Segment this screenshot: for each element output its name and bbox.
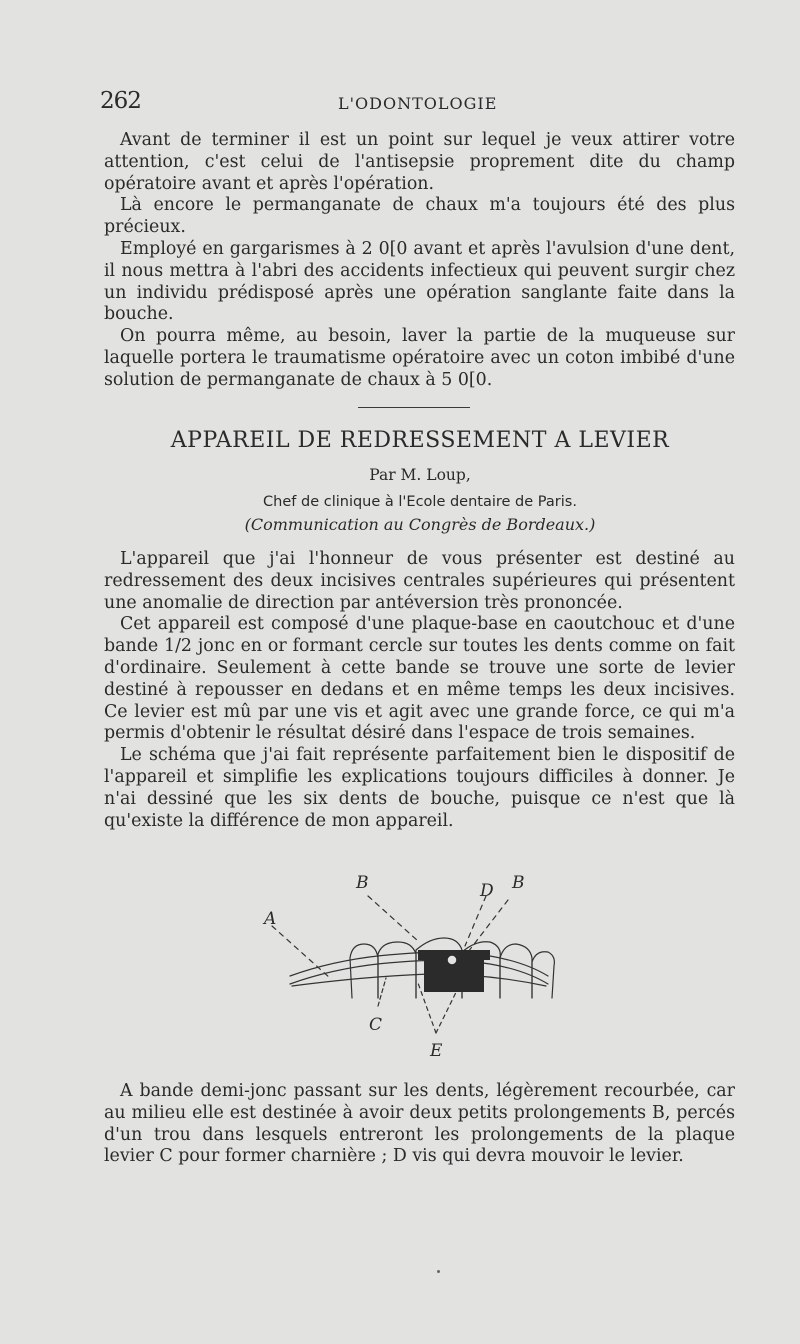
figure-caption xyxy=(104,1081,735,1168)
body-paragraph-2: Cet appareil est composé d'une plaque-base en caoutchouc et d'une bande 1/2 jonc en or formant cercle sur toutes les dents comme on fait d'ordinaire. Seulement à cette bande se trouve une sorte de levier destiné à repousser en dedans et en même temps les deux incisives. Ce levier est mû par une vis et agit avec une grande force, ce qui m'a permis d'obtenir le résultat désiré dans l'espace de trois semaines. xyxy=(104,614,735,744)
tooth-left-lateral xyxy=(378,942,416,998)
label-d: D xyxy=(480,881,494,901)
tooth-right-lateral xyxy=(500,944,532,998)
intro-paragraph-2: Là encore le permanganate de chaux m'a toujours été des plus précieux. xyxy=(104,195,735,238)
author-affiliation: Chef de clinique à l'Ecole dentaire de Paris. xyxy=(263,494,577,510)
body-paragraph-1: L'appareil que j'ai l'honneur de vous présenter est destiné au redressement des deux incisives centrales supérieures qui présentent une anomalie de direction par antéversion très prononcée. xyxy=(104,549,735,613)
intro-paragraph-1: Avant de terminer il est un point sur lequel je veux attirer votre attention, c'est celui de l'antisepsie proprement dite du champ opératoire avant et après l'opération. xyxy=(104,130,735,194)
tooth-right-canine xyxy=(532,952,554,998)
appliance-diagram xyxy=(250,858,580,1068)
article-title: APPAREIL DE REDRESSEMENT A LEVIER xyxy=(170,428,670,453)
page-number: 262 xyxy=(100,88,141,114)
guide-line-a xyxy=(272,926,330,978)
label-b-left: B xyxy=(356,873,369,893)
label-b-right: B xyxy=(512,873,525,893)
section-separator xyxy=(358,407,470,408)
guide-line-d xyxy=(465,896,486,946)
label-a: A xyxy=(264,909,277,929)
intro-paragraph-3: Employé en gargarismes à 2 0[0 avant et après l'avulsion d'une dent, il nous mettra à l'abri des accidents infectieux qui peuvent surgir chez un individu prédisposé après une opération sanglante faite dans la bouche. xyxy=(104,238,735,325)
label-e: E xyxy=(430,1041,443,1061)
label-c: C xyxy=(369,1015,383,1035)
article-body xyxy=(104,549,735,832)
caption-text: A bande demi-jonc passant sur les dents, légèrement recourbée, car au milieu elle est destinée à avoir deux petits prolongements B, percés d'un trou dans lesquels entreront les prolongements de la plaque levier C pour former charnière ; D vis qui devra mouvoir le levier. xyxy=(104,1081,735,1167)
body-paragraph-3: Le schéma que j'ai fait représente parfaitement bien le dispositif de l'appareil et simplifie les explications toujours difficiles à donner. Je n'ai dessiné que les six dents de bouche, puisque ce n'est que là qu'existe la différence de mon appareil. xyxy=(104,745,735,831)
guide-line-b-left xyxy=(368,896,418,941)
screw-d xyxy=(447,955,457,965)
tooth-left-canine xyxy=(350,944,378,998)
page-speck xyxy=(437,1270,440,1273)
author-byline: Par M. Loup, xyxy=(369,466,471,484)
communication-note: (Communication au Congrès de Bordeaux.) xyxy=(244,515,596,534)
running-title: L'ODONTOLOGIE xyxy=(338,94,498,113)
guide-line-c xyxy=(378,978,386,1006)
intro-paragraph-4: On pourra même, au besoin, laver la partie de la muqueuse sur laquelle portera le traumatisme opératoire avec un coton imbibé d'une solution de permanganate de chaux à 5 0[0. xyxy=(104,326,735,390)
intro-section xyxy=(104,130,735,392)
